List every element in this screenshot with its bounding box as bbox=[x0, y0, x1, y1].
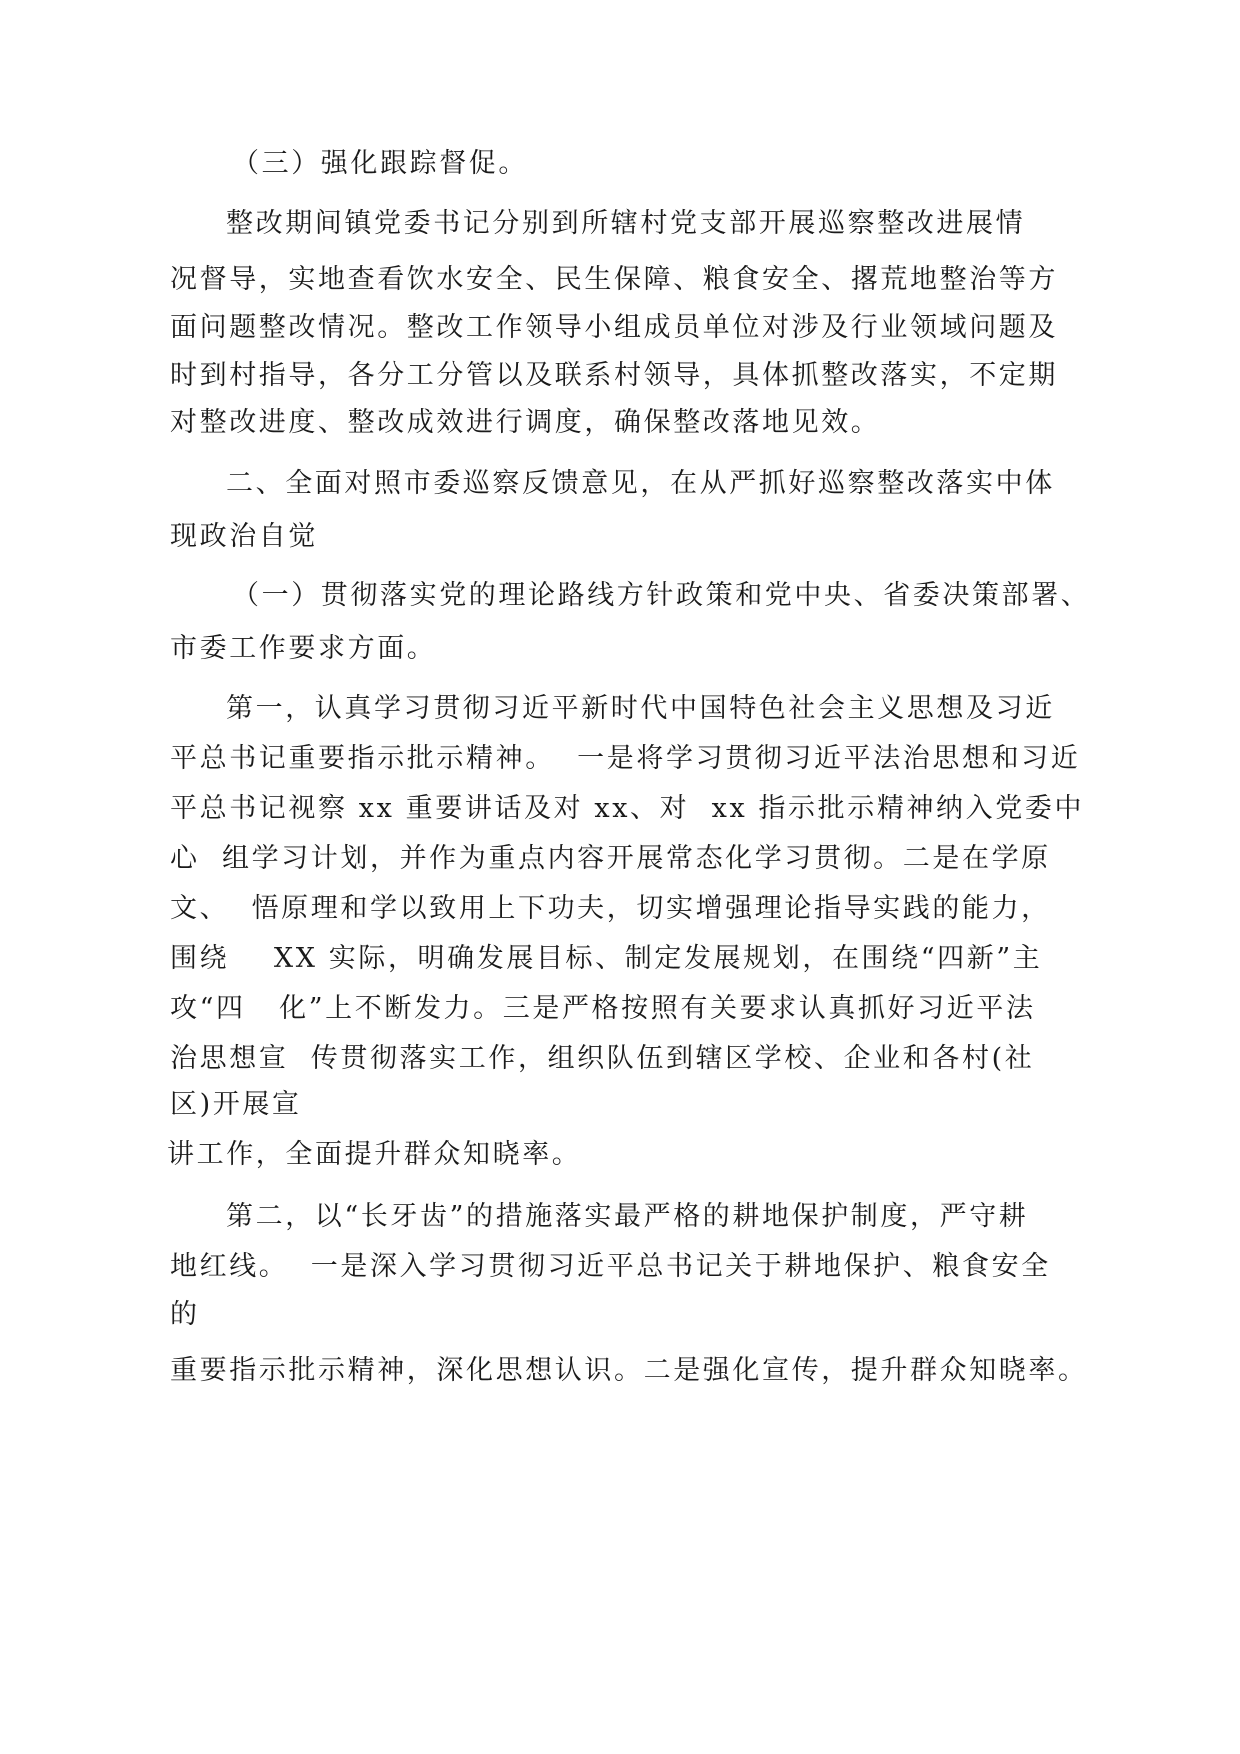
paragraph-line: 治思想宣 传贯彻落实工作，组织队伍到辖区学校、企业和各村(社 bbox=[170, 1043, 1035, 1074]
paragraph-line: 攻“四 化”上不断发力。三是严格按照有关要求认真抓好习近平法 bbox=[170, 993, 1036, 1024]
paragraph-line: 平总书记重要指示批示精神。 一是将学习贯彻习近平法治思想和习近 bbox=[170, 743, 1081, 774]
paragraph-line: 的 bbox=[170, 1299, 200, 1330]
paragraph-line: 对整改进度、整改成效进行调度，确保整改落地见效。 bbox=[170, 407, 881, 438]
paragraph-line: 围绕 XX 实际，明确发展目标、制定发展规划，在围绕“四新”主 bbox=[170, 943, 1043, 974]
paragraph-line: 区)开展宣 bbox=[170, 1089, 302, 1120]
paragraph-line: 面问题整改情况。整改工作领导小组成员单位对涉及行业领域问题及 bbox=[170, 312, 1058, 343]
paragraph-line: 第一，认真学习贯彻习近平新时代中国特色社会主义思想及习近 bbox=[226, 693, 1055, 724]
paragraph-line: 心 组学习计划，并作为重点内容开展常态化学习贯彻。二是在学原 bbox=[170, 843, 1051, 874]
paragraph-line: 况督导，实地查看饮水安全、民生保障、粮食安全、撂荒地整治等方 bbox=[170, 264, 1058, 295]
paragraph-line: 时到村指导，各分工分管以及联系村领导，具体抓整改落实，不定期 bbox=[170, 360, 1058, 391]
section-heading-2: 二、全面对照市委巡察反馈意见，在从严抓好巡察整改落实中体 bbox=[226, 468, 1055, 499]
paragraph-line: 文、 悟原理和学以致用上下功夫，切实增强理论指导实践的能力， bbox=[170, 893, 1051, 924]
paragraph-line: 讲工作，全面提升群众知晓率。 bbox=[167, 1139, 582, 1170]
paragraph-line: 整改期间镇党委书记分别到所辖村党支部开展巡察整改进展情 bbox=[226, 208, 1026, 239]
paragraph-line: 第二，以“长牙齿”的措施落实最严格的耕地保护制度，严守耕 bbox=[226, 1201, 1029, 1232]
section-heading-2-cont: 现政治自觉 bbox=[170, 521, 318, 552]
section-heading-3: （三）强化跟踪督促。 bbox=[232, 148, 528, 179]
paragraph-line: 重要指示批示精神，深化思想认识。二是强化宣传，提升群众知晓率。 bbox=[170, 1355, 1088, 1386]
paragraph-line: 地红线。 一是深入学习贯彻习近平总书记关于耕地保护、粮食安全 bbox=[170, 1251, 1051, 1282]
subsection-heading-1: （一）贯彻落实党的理论路线方针政策和党中央、省委决策部署、 bbox=[232, 580, 1091, 611]
paragraph-line: 平总书记视察 xx 重要讲话及对 xx、对 xx 指示批示精神纳入党委中 bbox=[170, 793, 1085, 824]
subsection-heading-1-cont: 市委工作要求方面。 bbox=[170, 633, 437, 664]
